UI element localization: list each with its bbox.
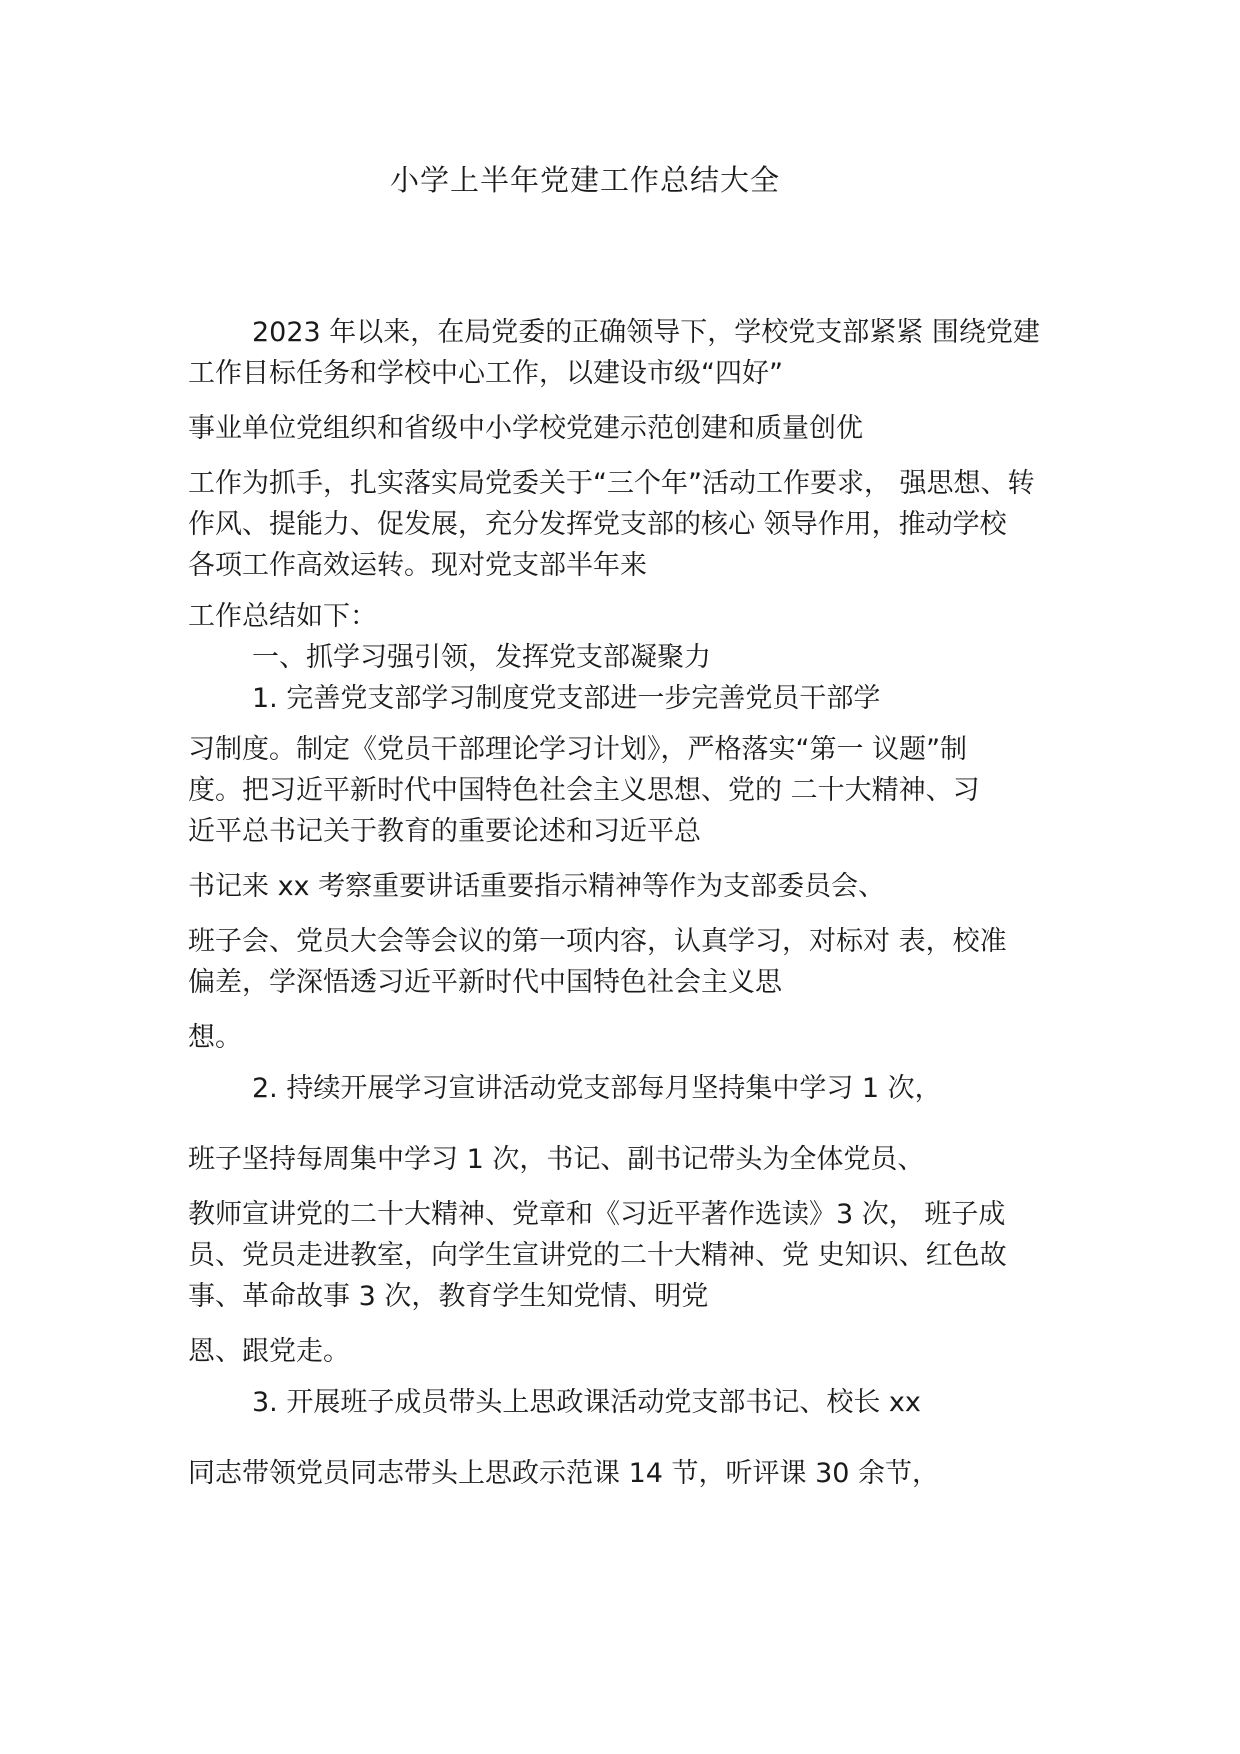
paragraph-line: 偏差，学深悟透习近平新时代中国特色社会主义思 [188, 967, 782, 998]
paragraph-line: 习制度。制定《党员干部理论学习计划》，严格落实“第一 议题”制 [188, 734, 968, 765]
paragraph-line: 作风、提能力、促发展，充分发挥党支部的核心 领导作用，推动学校 [188, 509, 1007, 540]
paragraph-line: 工作目标任务和学校中心工作，以建设市级“四好” [188, 358, 783, 389]
paragraph-line: 事业单位党组织和省级中小学校党建示范创建和质量创优 [188, 413, 863, 444]
paragraph-line: 员、党员走进教室，向学生宣讲党的二十大精神、党 史知识、红色故 [188, 1240, 1007, 1271]
paragraph-line: 班子会、党员大会等会议的第一项内容，认真学习，对标对 表，校准 [188, 926, 1007, 957]
paragraph-line: 恩、跟党走。 [188, 1336, 350, 1367]
paragraph-line: 教师宣讲党的二十大精神、党章和《习近平著作选读》3 次， 班子成 [188, 1199, 1006, 1230]
section-heading: 一、抓学习强引领，发挥党支部凝聚力 [252, 642, 711, 673]
subsection-heading: 3. 开展班子成员带头上思政课活动党支部书记、校长 xx [252, 1387, 921, 1418]
paragraph-line: 近平总书记关于教育的重要论述和习近平总 [188, 816, 701, 847]
paragraph-line: 各项工作高效运转。现对党支部半年来 [188, 550, 647, 581]
paragraph-line: 事、革命故事 3 次，教育学生知党情、明党 [188, 1281, 709, 1312]
paragraph-line: 班子坚持每周集中学习 1 次，书记、副书记带头为全体党员、 [188, 1144, 925, 1175]
paragraph-line: 2023 年以来，在局党委的正确领导下，学校党支部紧紧 围绕党建 [252, 317, 1040, 348]
document-body [188, 312, 1088, 1494]
paragraph-line: 想。 [188, 1022, 242, 1053]
paragraph-line: 同志带领党员同志带头上思政示范课 14 节，听评课 30 余节， [188, 1458, 940, 1489]
document-title: 小学上半年党建工作总结大全 [389, 163, 780, 197]
paragraph-line: 书记来 xx 考察重要讲话重要指示精神等作为支部委员会、 [188, 871, 886, 902]
subsection-heading: 2. 持续开展学习宣讲活动党支部每月坚持集中学习 1 次， [252, 1073, 942, 1104]
subsection-heading: 1. 完善党支部学习制度党支部进一步完善党员干部学 [252, 683, 881, 714]
paragraph-line: 度。把习近平新时代中国特色社会主义思想、党的 二十大精神、习 [188, 775, 980, 806]
paragraph-line: 工作总结如下： [188, 601, 377, 632]
paragraph-line: 工作为抓手，扎实落实局党委关于“三个年”活动工作要求， 强思想、转 [188, 468, 1035, 499]
